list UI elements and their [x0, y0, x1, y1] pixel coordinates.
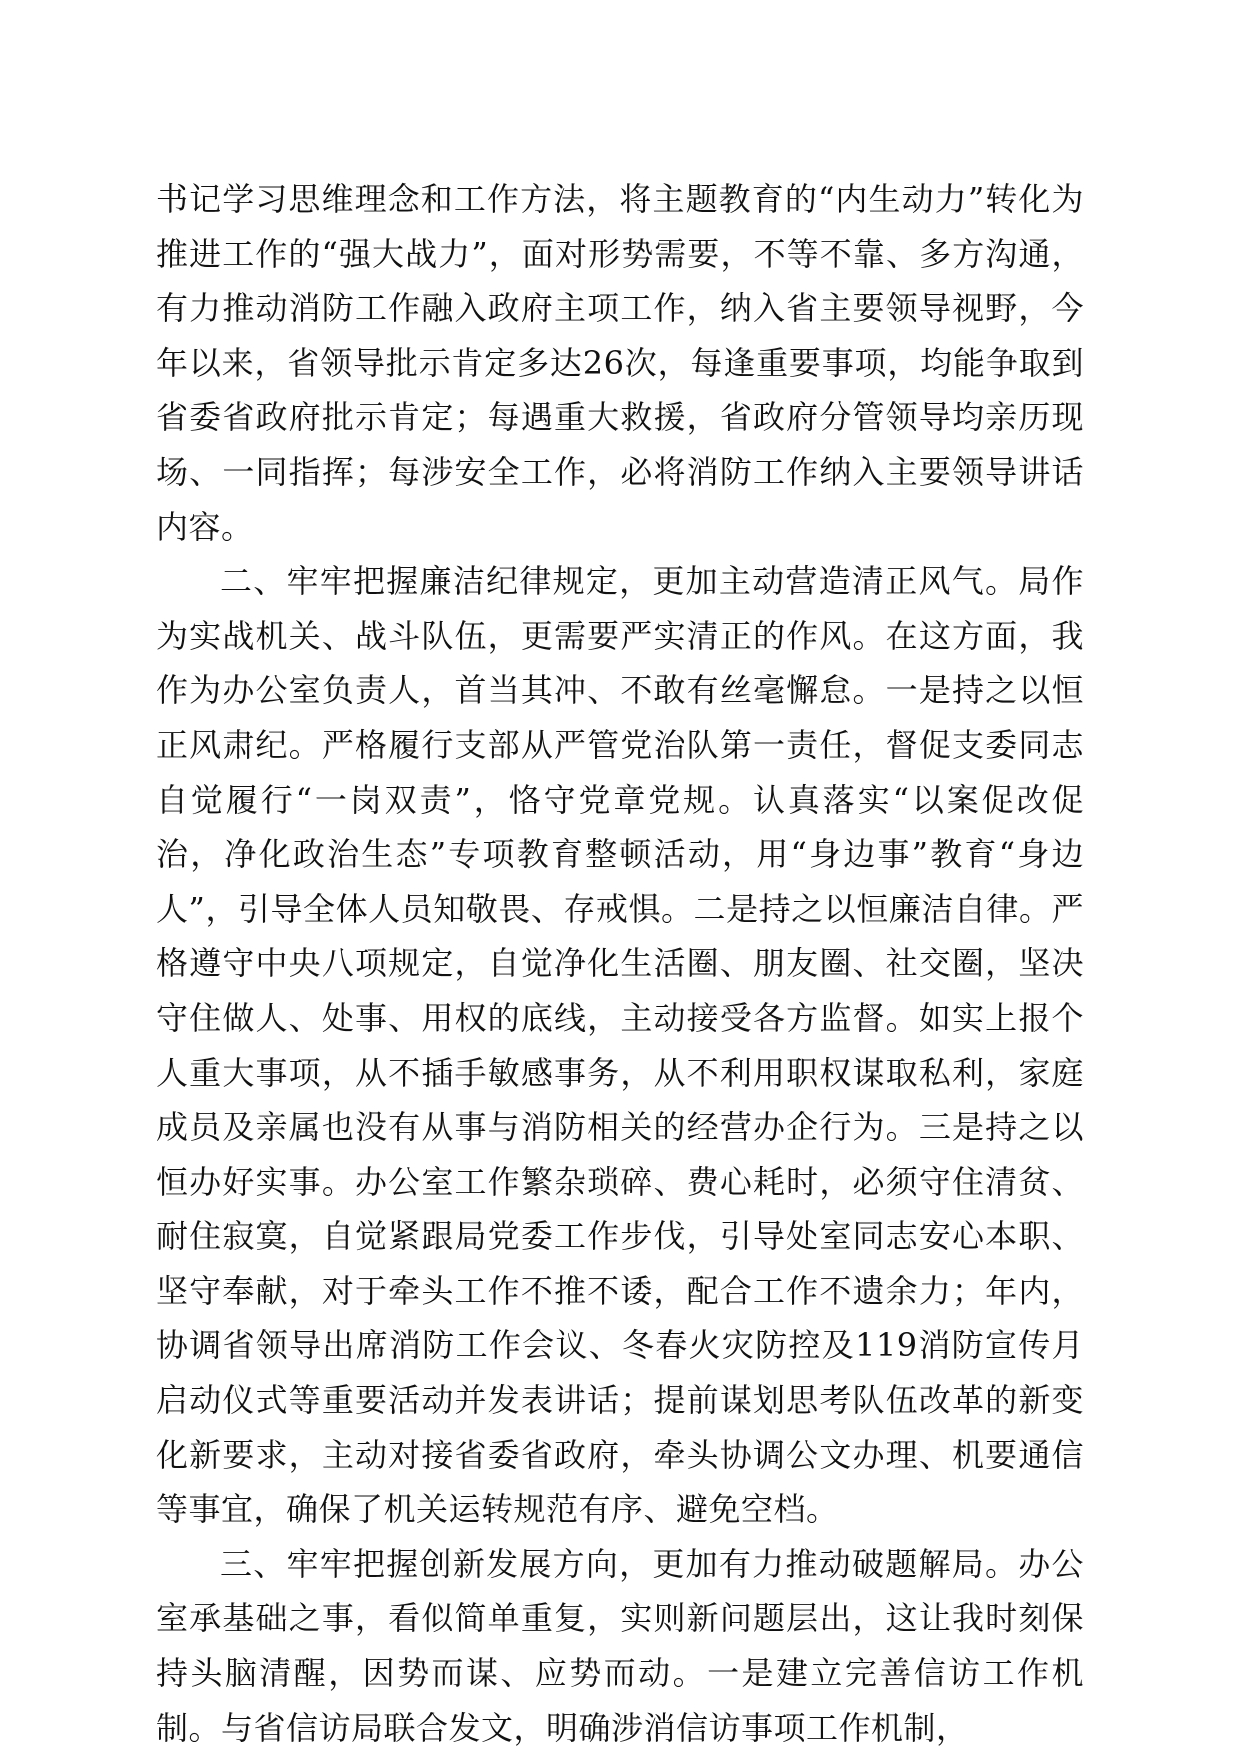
paragraph-3: 三、牢牢把握创新发展方向，更加有力推动破题解局。办公室承基础之事，看似简单重复，实则新问题层出，这让我时刻保持头脑清醒，因势而谋、应势而动。一是建立完善信访工作机制。与省信访局联合发文，明确涉消信访事项工作机制，	[156, 1544, 1084, 1747]
paragraph-2: 二、牢牢把握廉洁纪律规定，更加主动营造清正风气。局作为实战机关、战斗队伍，更需要严实清正的作风。在这方面，我作为办公室负责人，首当其冲、不敢有丝毫懈怠。一是持之以恒正风肃纪。严格履行支部从严管党治队第一责任，督促支委同志自觉履行“一岗双责”，恪守党章党规。认真落实“以案促改促治，净化政治生态”专项教育整顿活动，用“身边事”教育“身边人”，引导全体人员知敬畏、存戒惧。二是持之以恒廉洁自律。严格遵守中央八项规定，自觉净化生活圈、朋友圈、社交圈，坚决守住做人、处事、用权的底线，主动接受各方监督。如实上报个人重大事项，从不插手敏感事务，从不利用职权谋取私利，家庭成员及亲属也没有从事与消防相关的经营办企行为。三是持之以恒办好实事。办公室工作繁杂琐碎、费心耗时，必须守住清贫、耐住寂寞，自觉紧跟局党委工作步伐，引导处室同志安心本职、坚守奉献，对于牵头工作不推不诿，配合工作不遗余力；年内，协调省领导出席消防工作会议、冬春火灾防控及119消防宣传月启动仪式等重要活动并发表讲话；提前谋划思考队伍改革的新变化新要求，主动对接省委省政府，牵头协调公文办理、机要通信等事宜，确保了机关运转规范有序、避免空档。	[156, 562, 1084, 1529]
paragraph-1: 书记学习思维理念和工作方法，将主题教育的“内生动力”转化为推进工作的“强大战力”，面对形势需要，不等不靠、多方沟通，有力推动消防工作融入政府主项工作，纳入省主要领导视野，今年以来，省领导批示肯定多达26次，每逢重要事项，均能争取到省委省政府批示肯定；每遇重大救援，省政府分管领导均亲历现场、一同指挥；每涉安全工作，必将消防工作纳入主要领导讲话内容。	[156, 180, 1084, 546]
document-page	[156, 172, 1084, 1755]
